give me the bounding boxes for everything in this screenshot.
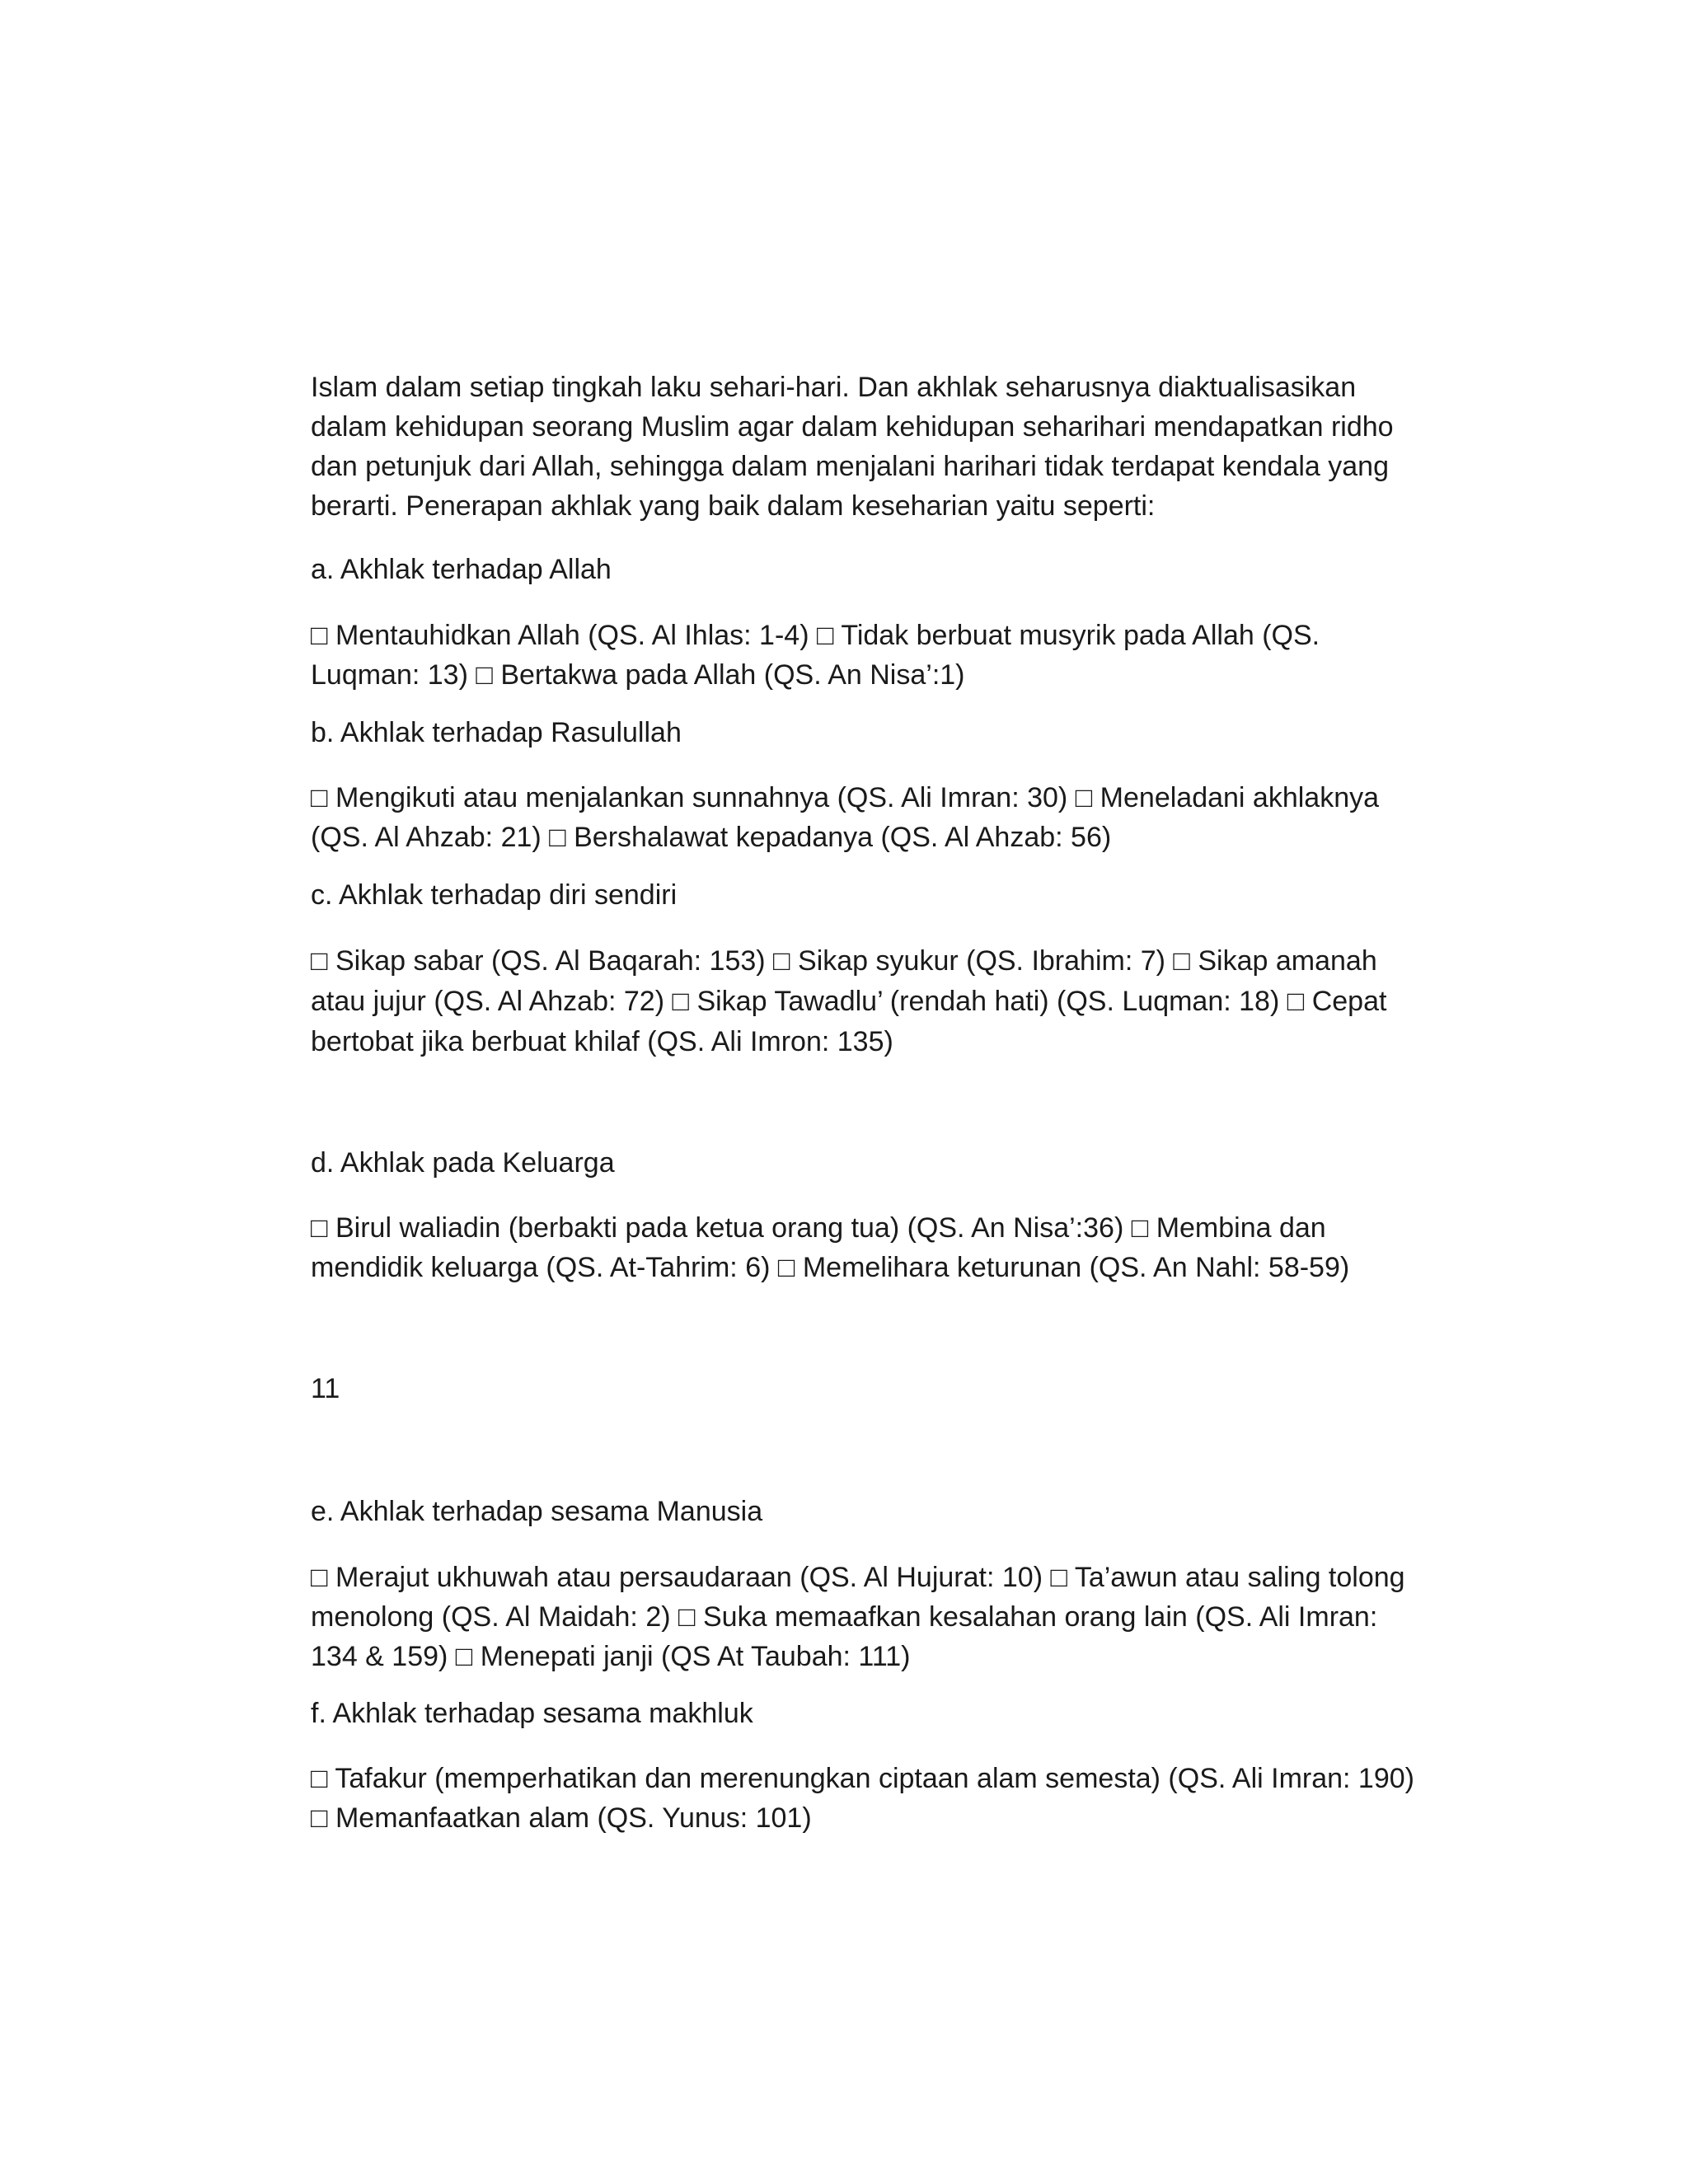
section-a-heading: a. Akhlak terhadap Allah [311, 554, 612, 585]
section-c-heading: c. Akhlak terhadap diri sendiri [311, 879, 678, 911]
section-a-body: □ Mentauhidkan Allah (QS. Al Ihlas: 1-4) □ Tidak berbuat musyrik pada Allah (QS. Luqman: 13) □ Bertakwa pada Allah (QS. An Nisa’:1) [311, 620, 1320, 691]
intro-paragraph: Islam dalam setiap tingkah laku sehari-hari. Dan akhlak seharusnya diaktualisasikan dalam kehidupan seorang Muslim agar dalam kehidupan seharihari mendapatkan ridho dan petunjuk dari Allah, sehingga dalam menjalani harihari tidak terdapat kendala yang berarti. Penerapan akhlak yang baik dalam keseharian yaitu seperti: [311, 372, 1394, 522]
section-b-body: □ Mengikuti atau menjalankan sunnahnya (QS. Ali Imran: 30) □ Meneladani akhlaknya (QS. Al Ahzab: 21) □ Bershalawat kepadanya (QS. Al Ahzab: 56) [311, 782, 1380, 853]
section-b-heading: b. Akhlak terhadap Rasulullah [311, 717, 682, 748]
section-e-heading: e. Akhlak terhadap sesama Manusia [311, 1496, 763, 1527]
section-e-body: □ Merajut ukhuwah atau persaudaraan (QS. Al Hujurat: 10) □ Ta’awun atau saling tolong menolong (QS. Al Maidah: 2) □ Suka memaafkan kesalahan orang lain (QS. Ali Imran: 134 & 159) □ Menepati janji (QS At Taubah: 111) [311, 1562, 1405, 1672]
section-f-heading: f. Akhlak terhadap sesama makhluk [311, 1698, 753, 1729]
section-d-body: □ Birul waliadin (berbakti pada ketua orang tua) (QS. An Nisa’:36) □ Membina dan mendidik keluarga (QS. At-Tahrim: 6) □ Memelihara keturunan (QS. An Nahl: 58-59) [311, 1212, 1350, 1283]
page-number: 11 [311, 1373, 340, 1404]
section-d-heading: d. Akhlak pada Keluarga [311, 1147, 615, 1179]
section-c-body: □ Sikap sabar (QS. Al Baqarah: 153) □ Sikap syukur (QS. Ibrahim: 7) □ Sikap amanah atau jujur (QS. Al Ahzab: 72) □ Sikap Tawadlu’ (rendah hati) (QS. Luqman: 18) □ Cepat bertobat jika berbuat khilaf (QS. Ali Imron: 135) [311, 945, 1387, 1057]
section-f-body: □ Tafakur (memperhatikan dan merenungkan ciptaan alam semesta) (QS. Ali Imran: 190) □ Memanfaatkan alam (QS. Yunus: 101) [311, 1763, 1414, 1834]
